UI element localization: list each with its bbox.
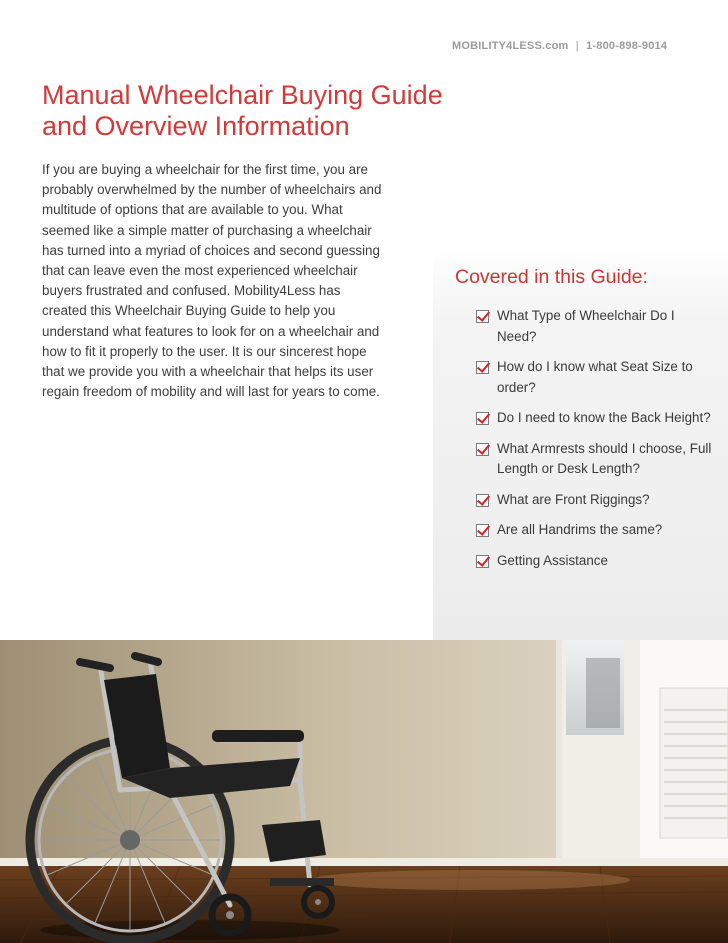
header-separator: | <box>575 40 579 52</box>
list-item: How do I know what Seat Size to order? <box>475 357 715 398</box>
checkbox-checked-icon <box>476 443 489 456</box>
checkbox-checked-icon <box>476 310 489 323</box>
checkbox-checked-icon <box>476 494 489 507</box>
guide-contents-title: Covered in this Guide: <box>455 266 648 288</box>
phone-number: 1-800-898-9014 <box>586 40 668 52</box>
brand-name: MOBILITY4LESS.com <box>452 40 569 52</box>
checkbox-checked-icon <box>476 412 489 425</box>
list-item: What Armrests should I choose, Full Length or Desk Length? <box>475 439 715 480</box>
checkbox-checked-icon <box>476 555 489 568</box>
page-header <box>452 40 708 52</box>
title-line-1: Manual Wheelchair Buying Guide <box>42 80 443 110</box>
intro-paragraph: If you are buying a wheelchair for the first time, you are probably overwhelmed by the number of wheelchairs and multitude of options that are available to you. What seemed like a simple matter of purchasing a wheelchair has turned into a myriad of choices and second guessing that can leave even the most experienced wheelchair buyers frustrated and confused. Mobility4Less has created this Wheelchair Buying Guide to help you understand what features to look for on a wheelchair and how to fit it properly to the user. It is our sincerest hope that we provide you with a wheelchair that helps its user regain freedom of mobility and will last for years to come. <box>42 162 382 400</box>
wheelchair-room-illustration <box>0 640 728 943</box>
guide-contents-box <box>433 248 728 640</box>
checkbox-checked-icon <box>476 524 489 537</box>
page-title <box>42 80 502 142</box>
list-item: Do I need to know the Back Height? <box>475 408 715 429</box>
list-item: Getting Assistance <box>475 551 715 572</box>
title-line-2: and Overview Information <box>42 111 350 141</box>
list-item: What are Front Riggings? <box>475 490 715 511</box>
wheelchair-photo <box>0 640 728 943</box>
checkbox-checked-icon <box>476 361 489 374</box>
list-item: Are all Handrims the same? <box>475 520 715 541</box>
list-item: What Type of Wheelchair Do I Need? <box>475 306 715 347</box>
guide-contents-list <box>475 306 715 571</box>
